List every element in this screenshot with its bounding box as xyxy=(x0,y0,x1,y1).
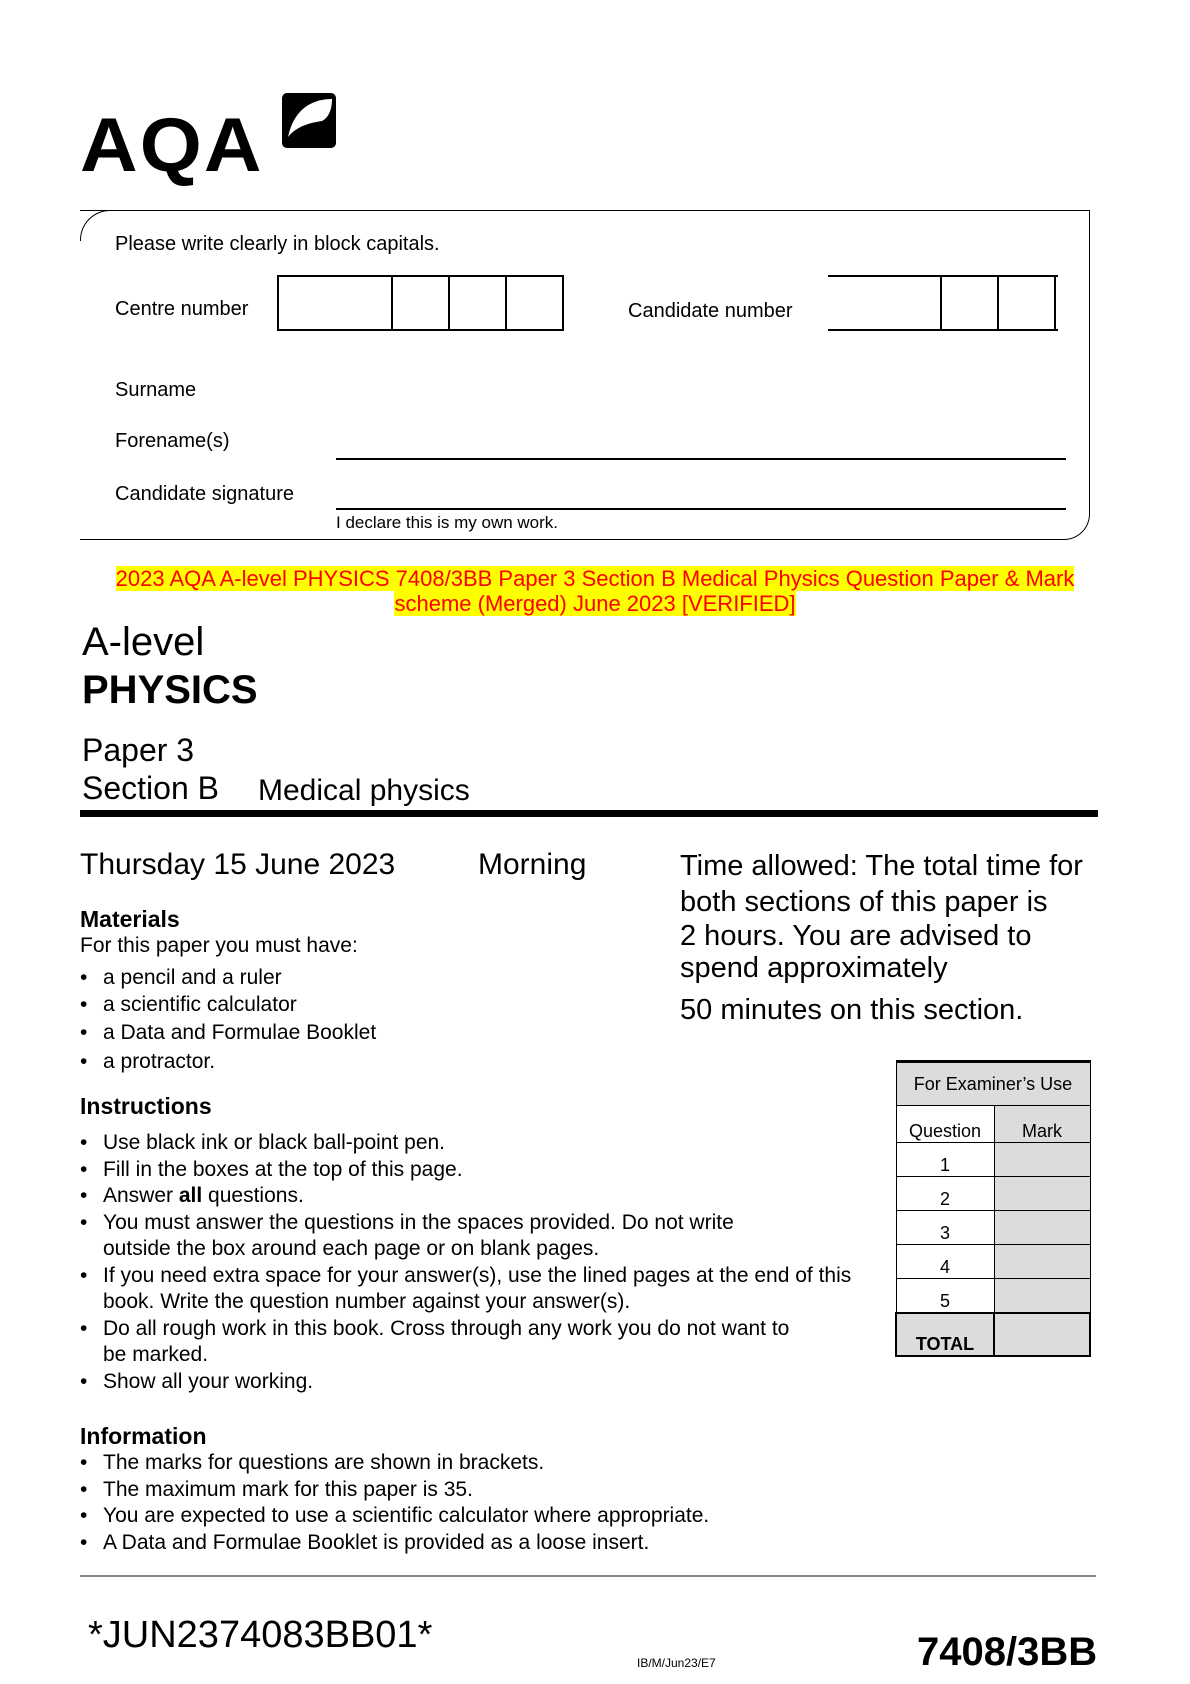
instructions-heading: Instructions xyxy=(80,1093,212,1119)
list-item xyxy=(80,1183,860,1210)
question-number: 4 xyxy=(896,1245,994,1279)
aqa-logo-text: AQA xyxy=(80,103,264,188)
time-allowed xyxy=(680,848,1100,1028)
list-item: • A Data and Formulae Booklet is provided as a loose insert. xyxy=(80,1530,860,1557)
time-allowed-line: 2 hours. You are advised to xyxy=(680,920,1032,952)
section-topic: Medical physics xyxy=(258,774,470,807)
barcode-text: *JUN2374083BB01* xyxy=(88,1614,433,1656)
exam-date: Thursday 15 June 2023 xyxy=(80,848,396,881)
answer-suffix: questions. xyxy=(202,1184,304,1207)
surname-label: Surname xyxy=(115,379,197,401)
forenames-label: Forename(s) xyxy=(115,430,230,452)
declaration-text: I declare this is my own work. xyxy=(336,513,559,532)
list-item: • a Data and Formulae Booklet xyxy=(80,1020,640,1047)
information-heading: Information xyxy=(80,1423,207,1449)
candidate-number-cell[interactable] xyxy=(942,277,999,329)
document-banner xyxy=(80,566,1110,616)
question-number: 5 xyxy=(896,1279,994,1313)
banner-line-1: 2023 AQA A-level PHYSICS 7408/3BB Paper 3 Section B Medical Physics Question Paper & Mark xyxy=(115,566,1075,591)
list-item: • You must answer the questions in the spaces provided. Do not write outside the box around each page or on blank pages. xyxy=(80,1210,860,1263)
qualification-level: A-level xyxy=(82,620,205,664)
time-allowed-line: both sections of this paper is xyxy=(680,886,1048,918)
question-number: 1 xyxy=(896,1143,994,1177)
materials-list xyxy=(80,965,640,1075)
information-list xyxy=(80,1450,860,1556)
list-item: • The maximum mark for this paper is 35. xyxy=(80,1477,860,1504)
information-section xyxy=(80,1423,860,1556)
answer-emphasis: all xyxy=(178,1184,203,1207)
footer-divider xyxy=(80,1575,1096,1577)
candidate-number-cell[interactable] xyxy=(999,277,1056,329)
mark-cell[interactable] xyxy=(994,1279,1090,1313)
materials-heading: Materials xyxy=(80,906,180,932)
list-item: • a protractor. xyxy=(80,1049,640,1076)
list-item: • Show all your working. xyxy=(80,1369,860,1396)
block-capitals-instruction: Please write clearly in block capitals. xyxy=(115,233,440,255)
divider xyxy=(80,810,1098,817)
list-item: • The marks for questions are shown in brackets. xyxy=(80,1450,860,1477)
total-label: TOTAL xyxy=(896,1313,994,1356)
section-label: Section B xyxy=(82,770,219,806)
candidate-number-input[interactable] xyxy=(828,275,1058,331)
examiner-use-table xyxy=(895,1060,1091,1357)
centre-number-input[interactable] xyxy=(277,275,564,331)
question-column-header: Question xyxy=(896,1106,994,1143)
candidate-number-cell[interactable] xyxy=(828,277,942,329)
candidate-number-label: Candidate number xyxy=(628,300,793,322)
instructions-section xyxy=(80,1093,860,1395)
list-item: • Fill in the boxes at the top of this page. xyxy=(80,1157,860,1184)
banner-line-2: scheme (Merged) June 2023 [VERIFIED] xyxy=(394,591,796,616)
centre-number-cell[interactable] xyxy=(393,277,450,329)
centre-number-cell[interactable] xyxy=(279,277,393,329)
total-mark-cell[interactable] xyxy=(994,1313,1090,1356)
list-item: • Do all rough work in this book. Cross through any work you do not want to be marked. xyxy=(80,1316,860,1369)
mark-cell[interactable] xyxy=(994,1245,1090,1279)
subject-title: PHYSICS xyxy=(82,668,258,712)
examiner-table-title: For Examiner’s Use xyxy=(896,1062,1090,1106)
list-item: • You are expected to use a scientific calculator where appropriate. xyxy=(80,1503,860,1530)
question-number: 3 xyxy=(896,1211,994,1245)
signature-label: Candidate signature xyxy=(115,483,295,505)
centre-number-cell[interactable] xyxy=(450,277,507,329)
reference-code: IB/M/Jun23/E7 xyxy=(637,1656,716,1670)
mark-column-header: Mark xyxy=(994,1106,1090,1143)
time-allowed-line: spend approximately xyxy=(680,952,948,984)
mark-cell[interactable] xyxy=(994,1143,1090,1177)
question-number: 2 xyxy=(896,1177,994,1211)
list-item: • a scientific calculator xyxy=(80,992,640,1019)
materials-intro: For this paper you must have: xyxy=(80,934,358,957)
list-item: • a pencil and a ruler xyxy=(80,965,640,992)
aqa-leaf-icon xyxy=(282,93,336,148)
time-allowed-line: Time allowed: The total time for xyxy=(680,850,1083,882)
centre-number-label: Centre number xyxy=(115,298,249,320)
materials-section xyxy=(80,906,640,1075)
answer-prefix: Answer xyxy=(103,1184,179,1207)
list-item: • If you need extra space for your answer(s), use the lined pages at the end of this book. Write the question number against your answer(s). xyxy=(80,1263,860,1316)
exam-session: Morning xyxy=(478,848,587,881)
name-line[interactable] xyxy=(336,458,1066,460)
signature-line[interactable] xyxy=(336,508,1066,510)
mark-cell[interactable] xyxy=(994,1211,1090,1245)
paper-number: Paper 3 xyxy=(82,732,195,768)
instructions-list xyxy=(80,1130,860,1395)
centre-number-cell[interactable] xyxy=(507,277,564,329)
list-item: • Use black ink or black ball-point pen. xyxy=(80,1130,860,1157)
time-allowed-line: 50 minutes on this section. xyxy=(680,994,1024,1026)
mark-cell[interactable] xyxy=(994,1177,1090,1211)
paper-code: 7408/3BB xyxy=(917,1630,1098,1674)
